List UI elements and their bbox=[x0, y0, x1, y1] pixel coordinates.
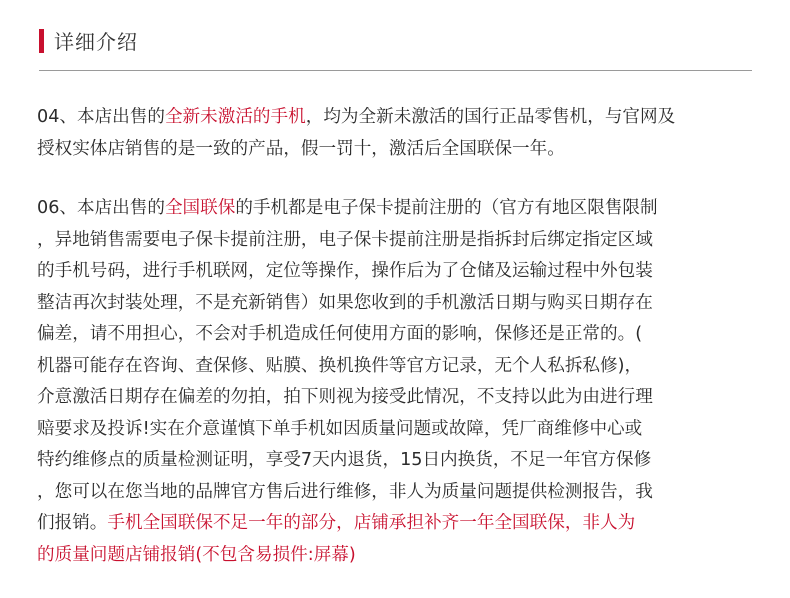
paragraph-line: 授权实体店销售的是一致的产品，假一罚十，激活后全国联保一年。 bbox=[37, 138, 565, 159]
header-divider bbox=[39, 70, 752, 71]
paragraph-line bbox=[37, 540, 757, 572]
paragraph-line: 机器可能存在咨询、查保修、贴膜、换机换件等官方记录，无个人私拆私修)， bbox=[37, 355, 643, 376]
paragraph-04 bbox=[37, 102, 757, 165]
highlight-text: 全国联保 bbox=[164, 198, 236, 218]
paragraph-line: 特约维修点的质量检测证明，享受7天内退货，15日内换货，不足一年官方保修 bbox=[37, 450, 652, 470]
highlight-text: 的质量问题店铺报销(不包含易损件:屏幕) bbox=[37, 544, 356, 565]
paragraph-line: 整洁再次封装处理，不是充新销售）如果您收到的手机激活日期与购买日期存在 bbox=[37, 292, 653, 313]
paragraph-line: 的手机号码，进行手机联网，定位等操作，操作后为了仓储及运输过程中外包装 bbox=[37, 261, 653, 281]
paragraph-line: 04、本店出售的全新未激活的手机，均为全新未激活的国行正品零售机，与官网及 bbox=[37, 107, 676, 127]
paragraph-line: 06、本店出售的全国联保的手机都是电子保卡提前注册的（官方有地区限售限制 bbox=[37, 198, 658, 218]
paragraph-line: ，异地销售需要电子保卡提前注册，电子保卡提前注册是指拆封后绑定指定区域 bbox=[37, 229, 653, 250]
highlight-text: 手机全国联保不足一年的部分，店铺承担补齐一年全国联保，非人为 bbox=[107, 513, 636, 533]
section-header bbox=[39, 26, 138, 55]
highlight-text: 全新未激活的手机 bbox=[164, 107, 306, 127]
paragraph-line: 介意激活日期存在偏差的勿拍，拍下则视为接受此情况，不支持以此为由进行理 bbox=[37, 387, 653, 407]
paragraph-line: 们报销。手机全国联保不足一年的部分，店铺承担补齐一年全国联保，非人为 bbox=[37, 513, 636, 533]
header-accent-bar bbox=[39, 29, 44, 53]
paragraph-line: 偏差，请不用担心，不会对手机造成任何使用方面的影响，保修还是正常的。( bbox=[37, 324, 643, 344]
section-title: 详细介绍 bbox=[54, 30, 138, 54]
paragraph-line: ，您可以在您当地的品牌官方售后进行维修，非人为质量问题提供检测报告，我 bbox=[37, 481, 653, 502]
paragraph-line: 赔要求及投诉!实在介意谨慎下单手机如因质量问题或故障，凭厂商维修中心或 bbox=[37, 418, 643, 439]
paragraph-06 bbox=[37, 193, 757, 571]
